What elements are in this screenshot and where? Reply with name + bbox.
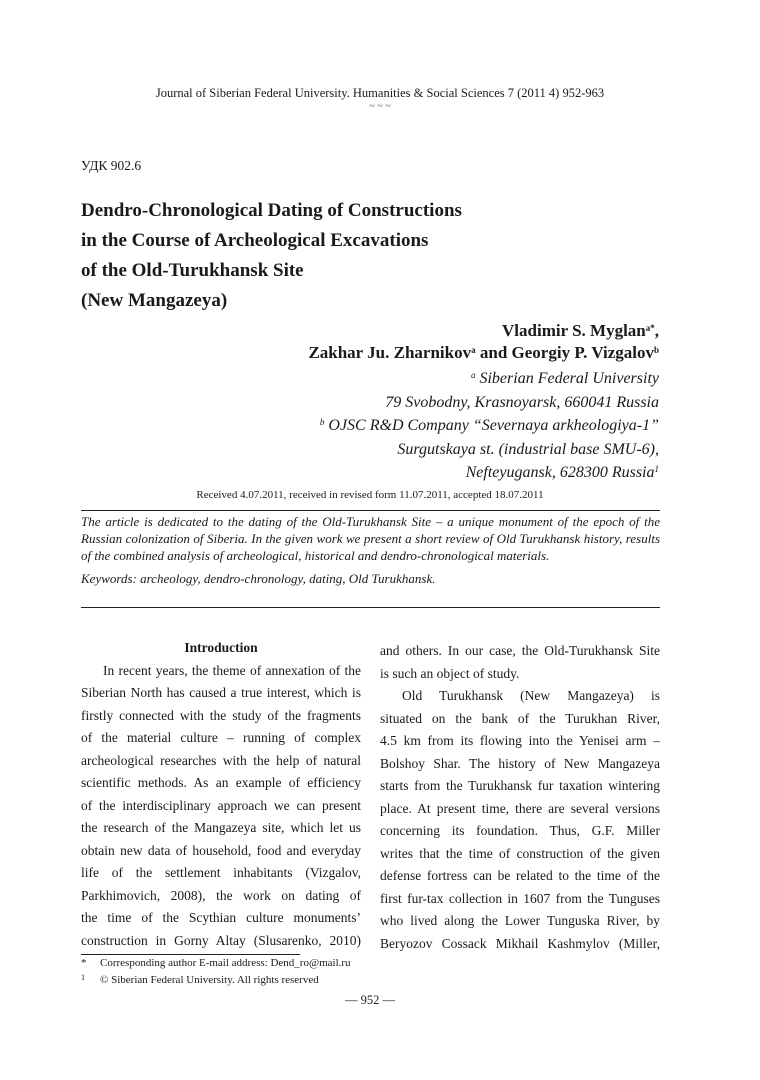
body-line: Parkhimovich, 2008), the work on dating of	[81, 887, 361, 903]
affil-line: Nefteyugansk, 628300 Russia	[465, 464, 655, 481]
title-line: Dendro-Chronological Dating of Constructions	[81, 200, 462, 221]
author-sup: b	[653, 345, 659, 355]
author-sup: a*	[645, 323, 655, 333]
body-line: writes that the time of construction of the given	[380, 845, 660, 861]
right-column	[380, 640, 660, 955]
separator: ,	[654, 321, 659, 340]
footnote-mark: 1	[81, 973, 85, 982]
header-ornament: ~ ~ ~	[369, 101, 391, 112]
footnote-text: © Siberian Federal University. All rights reserved	[100, 974, 319, 986]
body-line: Siberian North has caused a true interest, which is	[81, 685, 361, 700]
body-line: is such an object of study.	[380, 665, 520, 681]
abstract-block	[81, 513, 660, 587]
footnote	[81, 971, 319, 987]
left-column	[81, 637, 361, 952]
body-line: 4.5 km from its flowing into the Yenisei arm –	[380, 733, 660, 748]
received-dates: Received 4.07.2011, received in revised form 11.07.2011, accepted 18.07.2011	[196, 489, 544, 501]
author-name: Georgiy P. Vizgalov	[511, 343, 654, 362]
section-heading: Introduction	[184, 640, 258, 655]
author-sup: a	[471, 345, 476, 355]
footnote	[81, 957, 351, 970]
udk-code: УДК 902.6	[81, 158, 142, 173]
body-line: of the interdisciplinary approach we can present	[81, 797, 361, 813]
body-line: situated on the bank of the Turukhan River,	[380, 710, 660, 726]
body-line: of the material culture – running of complex	[81, 730, 361, 745]
title-line: in the Course of Archeological Excavations	[81, 230, 429, 251]
article-title	[81, 196, 462, 316]
affil-sup: a	[470, 370, 476, 380]
body-line: Beryozov Cossack Mikhail Kashmylov (Miller,	[380, 935, 660, 951]
divider	[81, 510, 660, 511]
abstract: The article is dedicated to the dating of the Old-Turukhansk Site – a unique monument of the epoch of the Russian colonization of Siberia. In the given work we present a short review of Old Turukhansk history, results of the combined analysis of archeological, historical and dendro-chronological materials.	[81, 514, 660, 563]
divider	[81, 607, 660, 608]
body-line: the research of the Mangazeya site, which let us	[81, 820, 361, 835]
author-name: Vladimir S. Myglan	[502, 321, 646, 340]
body-line: first fur-tax collection in 1607 from the Tunguses	[380, 890, 660, 906]
body-line: life of the settlement inhabitants (Vizgalov,	[81, 865, 361, 880]
body-line: Old Turukhansk (New Mangazeya) is	[402, 688, 660, 703]
title-line: (New Mangazeya)	[81, 290, 228, 311]
body-line: starts from the Turukhansk fur taxation wintering	[380, 778, 660, 793]
affil-sup: 1	[654, 464, 659, 474]
affil-line: Siberian Federal University	[475, 370, 659, 387]
affiliations	[320, 367, 659, 485]
affil-line: Surgutskaya st. (industrial base SMU-6),	[397, 440, 659, 458]
body-line: archeological researches with the help of natural	[81, 752, 361, 768]
title-line: of the Old-Turukhansk Site	[81, 260, 304, 281]
footnote-text: Corresponding author E-mail address: Dend_ro@mail.ru	[100, 957, 351, 969]
body-line: construction in Gorny Altay (Slusarenko, 2010)	[81, 932, 361, 948]
body-line: and others. In our case, the Old-Turukhansk Site	[380, 643, 660, 658]
body-line: concerning its foundation. Thus, G.F. Miller	[380, 823, 660, 838]
body-line: firstly connected with the study of the fragments	[81, 707, 361, 723]
authors	[308, 320, 659, 364]
keywords: Keywords: archeology, dendro-chronology, dating, Old Turukhansk.	[81, 571, 436, 586]
affil-sup: b	[319, 417, 325, 427]
page-number: — 952 —	[345, 993, 395, 1007]
body-line: place. At present time, there are several versions	[380, 800, 660, 816]
author-name: Zakhar Ju. Zharnikov	[308, 343, 472, 362]
body-line: who lived along the Lower Tunguska River, by	[380, 913, 660, 928]
body-line: Bolshoy Shar. The history of New Mangazeya	[380, 755, 660, 771]
affil-line: OJSC R&D Company “Severnaya arkheologiya-1”	[324, 417, 659, 434]
conjunction: and	[475, 343, 512, 362]
body-line: defense fortress can be related to the time of the	[380, 868, 660, 883]
footnote-mark: *	[81, 957, 87, 969]
body-line: the time of the Scythian culture monuments’	[81, 910, 361, 925]
footnote-rule	[81, 954, 300, 955]
body-line: scientific methods. As an example of efficiency	[81, 775, 361, 790]
body-line: In recent years, the theme of annexation of the	[103, 662, 361, 678]
journal-header: Journal of Siberian Federal University. Humanities & Social Sciences 7 (2011 4) 952-963	[155, 86, 605, 100]
affil-line: 79 Svobodny, Krasnoyarsk, 660041 Russia	[385, 393, 659, 411]
body-line: obtain new data of household, food and everyday	[81, 842, 361, 858]
